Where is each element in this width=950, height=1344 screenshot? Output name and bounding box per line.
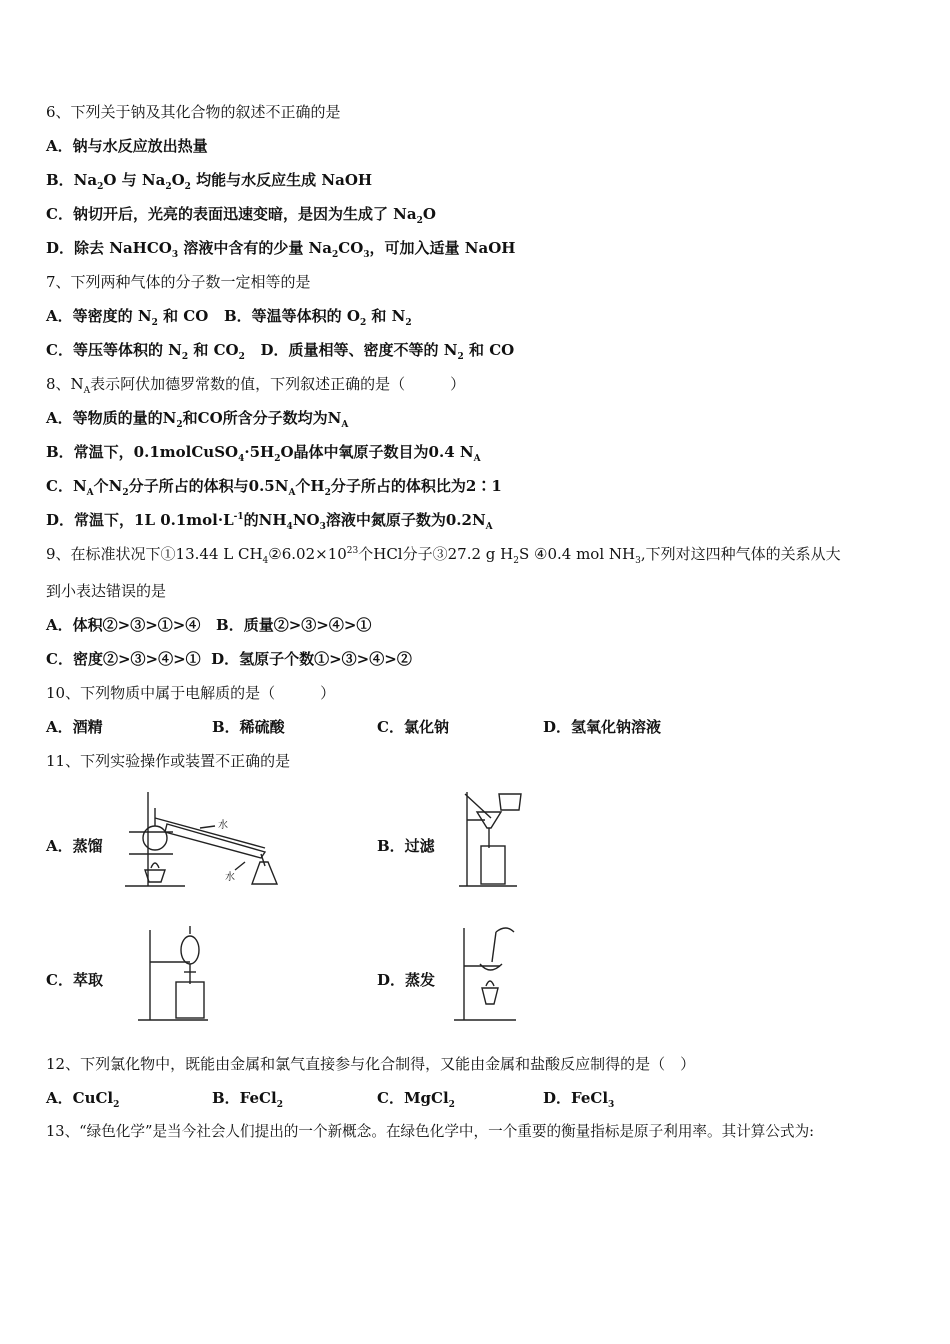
q10-option-b: B．稀硫酸	[212, 718, 285, 736]
q8-option-c: C．$N_A$个$N_2$分子所占的体积与$0.5N_A$个$H_2$分子所占的体积比为2∶1	[46, 477, 502, 498]
q9-options-cd	[46, 649, 412, 669]
q12-option-d: D．FeCl$_3$	[543, 1089, 615, 1110]
q8-option-d: D．常温下，1L $0.1mol\cdot L^{-1}$的$NH_4NO_3$溶液中氮原子数为$0.2N_A$	[46, 511, 493, 532]
q8-stem: 8、$N_A$表示阿伏加德罗常数的值，下列叙述正确的是（ ）	[46, 375, 466, 396]
distillation-apparatus-figure	[115, 788, 285, 890]
filtration-apparatus-figure	[455, 788, 535, 890]
q10-option-d: D．氢氧化钠溶液	[543, 718, 662, 736]
q9-options-ab	[46, 615, 371, 635]
water-outlet-label: 水	[225, 872, 235, 883]
q7-options-cd	[46, 340, 514, 360]
extraction-apparatus-figure	[130, 922, 220, 1024]
water-inlet-label: 水	[218, 820, 228, 831]
q7-option-c: C．等压等体积的 $N_2$ 和 $CO_2$	[46, 341, 245, 362]
q7-option-b: B．等温等体积的 $O_2$ 和 $N_2$	[223, 307, 412, 328]
q8-option-a: A．等物质的量的$N_2$和CO所含分子数均为$N_A$	[46, 409, 349, 430]
q7-stem: 7、下列两种气体的分子数一定相等的是	[46, 273, 311, 291]
q9-option-a: A．体积②>③>①>④	[46, 616, 201, 634]
q9-option-c: C．密度②>③>④>①	[46, 650, 201, 668]
q11-option-b: B．过滤	[377, 837, 435, 855]
q9-option-b: B．质量②>③>④>①	[216, 616, 372, 634]
q12-option-a: A．CuCl$_2$	[46, 1089, 120, 1110]
q9-stem-line2: 到小表达错误的是	[46, 582, 167, 600]
q6-option-a: A．钠与水反应放出热量	[46, 137, 208, 155]
q9-stem-line1: 9、在标准状况下①13.44 L $CH_4②6.02\times 10^{23}$个HCl分子③27.2 g $H_2S$ ④0.4 mol $NH_3$,下列对这四种气体的关系从大	[46, 545, 841, 566]
q11-option-c: C．萃取	[46, 971, 103, 989]
q10-stem: 10、下列物质中属于电解质的是（ ）	[46, 684, 336, 702]
q11-stem: 11、下列实验操作或装置不正确的是	[46, 752, 291, 770]
q12-option-c: C．MgCl$_2$	[377, 1089, 455, 1110]
evaporation-apparatus-figure	[448, 918, 528, 1024]
q6-option-d: D．除去 NaHCO$_3$ 溶液中含有的少量 $Na_2CO_3$，可加入适量 NaOH	[46, 239, 516, 260]
q10-option-a: A．酒精	[46, 718, 103, 736]
q9-option-d: D．氢原子个数①>③>④>②	[211, 650, 412, 668]
q13-stem: 13、“绿色化学”是当今社会人们提出的一个新概念。在绿色化学中，一个重要的衡量指标是原子利用率。其计算公式为:	[46, 1123, 815, 1140]
q12-option-b: B．FeCl$_2$	[212, 1089, 283, 1110]
q6-stem: 6、下列关于钠及其化合物的叙述不正确的是	[46, 103, 341, 121]
q6-option-c: C．钠切开后，光亮的表面迅速变暗，是因为生成了 $Na_2O$	[46, 205, 436, 226]
q6-option-b: B．$Na_2O$ 与 $Na_2O_2$ 均能与水反应生成 NaOH	[46, 171, 373, 192]
q10-option-c: C．氯化钠	[377, 718, 449, 736]
q7-options-ab	[46, 306, 412, 326]
q12-stem: 12、下列氯化物中，既能由金属和氯气直接参与化合制得，又能由金属和盐酸反应制得的是（ ）	[46, 1055, 696, 1073]
q11-option-a: A．蒸馏	[46, 837, 103, 855]
q8-option-b: B．常温下，$0.1molCuSO_4\cdot 5H_2O$晶体中氧原子数目为0.4 $N_A$	[46, 443, 481, 464]
q7-option-a: A．等密度的 $N_2$ 和 CO	[46, 307, 209, 328]
q7-option-d: D．质量相等、密度不等的 $N_2$ 和 CO	[260, 341, 515, 362]
q11-option-d: D．蒸发	[377, 971, 436, 989]
